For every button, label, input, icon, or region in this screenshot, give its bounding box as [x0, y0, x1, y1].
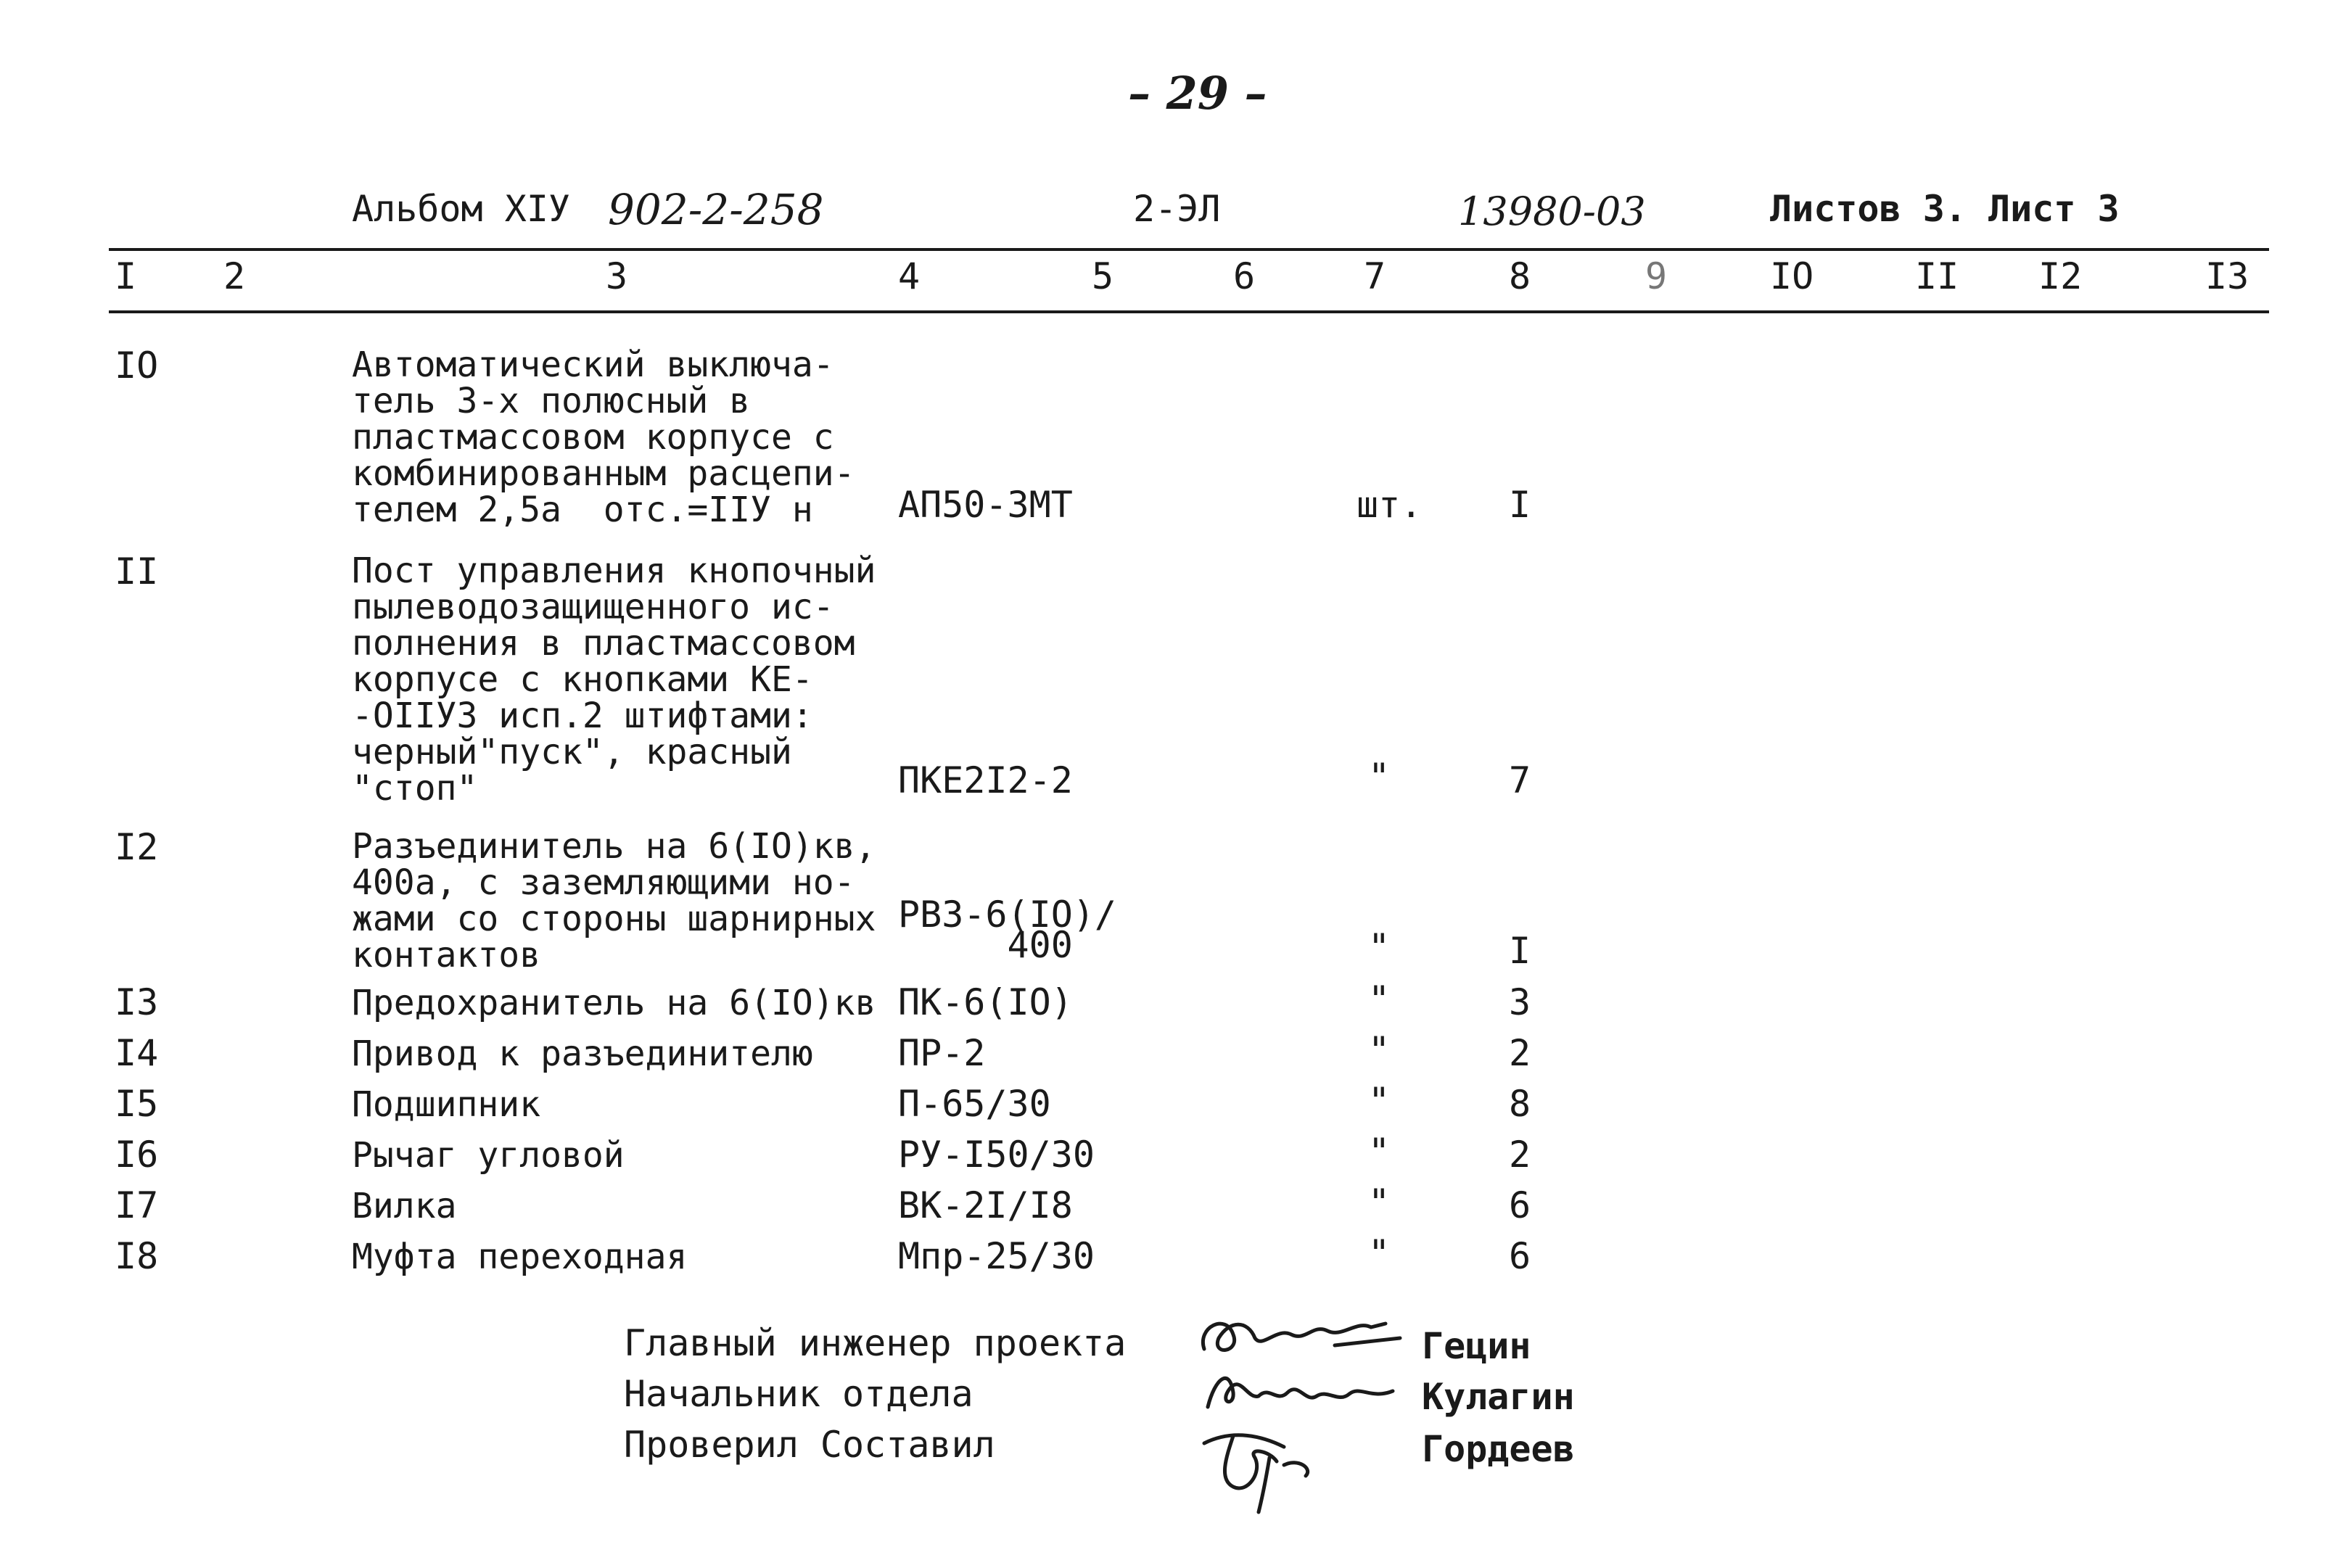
row-description: Автоматический выключа- тель 3-х полюсный в пластмассовом корпусе с комбинированным расцепи- телем 2,5а отс.=IIУ н — [352, 344, 855, 530]
row-number: I6 — [115, 1134, 159, 1176]
row-number: II — [115, 550, 159, 593]
signature-role: Главный инженер проекта — [624, 1322, 1127, 1364]
row-description: Рычаг угловой — [352, 1135, 625, 1176]
column-header: 9 — [1645, 255, 1668, 297]
signature-name: Гецин — [1422, 1325, 1531, 1367]
album-label: Альбом XIУ — [352, 188, 571, 230]
row-quantity: 8 — [1509, 1083, 1531, 1125]
row-type: РУ-I50/30 — [898, 1134, 1095, 1176]
handwritten-signature — [1190, 1305, 1407, 1371]
row-type: АП50-3МТ — [898, 484, 1073, 526]
column-header: I3 — [2205, 255, 2249, 297]
handwritten-signature — [1190, 1414, 1342, 1516]
row-description: Разъединитель на 6(IO)кв, 400а, с заземляющими но- жами со стороны шарнирных контактов — [352, 826, 876, 975]
column-header: 5 — [1092, 255, 1114, 297]
sheets-info: Листов 3. Лист 3 — [1770, 188, 2120, 230]
row-unit: шт. — [1357, 484, 1423, 526]
signature-role: Проверил Составил — [624, 1424, 995, 1466]
row-number: I4 — [115, 1032, 159, 1074]
row-type: РВЗ-6(IO)/ 400 — [898, 894, 1117, 966]
column-header: 7 — [1364, 255, 1386, 297]
row-number: I3 — [115, 981, 159, 1023]
column-header: 3 — [606, 255, 628, 297]
row-type: Мпр-25/30 — [898, 1235, 1095, 1277]
signature-role: Начальник отдела — [624, 1373, 973, 1415]
signature-name: Гордеев — [1422, 1428, 1575, 1470]
row-unit: " — [1368, 1080, 1391, 1122]
row-number: I5 — [115, 1083, 159, 1125]
row-unit: " — [1368, 1131, 1391, 1173]
row-quantity: I — [1509, 930, 1531, 972]
row-number: I2 — [115, 826, 159, 868]
row-unit: " — [1368, 756, 1391, 798]
column-header: I — [115, 255, 137, 297]
row-quantity: 6 — [1509, 1235, 1531, 1277]
column-header: II — [1915, 255, 1959, 297]
header-bottom-rule — [109, 310, 2269, 313]
row-quantity: 6 — [1509, 1184, 1531, 1226]
row-unit: " — [1368, 926, 1391, 968]
row-type: П-65/30 — [898, 1083, 1051, 1125]
row-number: IO — [115, 344, 159, 387]
column-header: 8 — [1509, 255, 1531, 297]
row-type: ПК-6(IO) — [898, 981, 1073, 1023]
document-number: 13980-03 — [1458, 189, 1646, 234]
row-unit: " — [1368, 978, 1391, 1020]
row-unit: " — [1368, 1029, 1391, 1071]
header-top-rule — [109, 248, 2269, 251]
row-type: ПКЕ2I2-2 — [898, 759, 1073, 801]
row-number: I8 — [115, 1235, 159, 1277]
row-unit: " — [1368, 1181, 1391, 1224]
row-description: Муфта переходная — [352, 1237, 688, 1277]
row-description: Привод к разъединителю — [352, 1033, 813, 1074]
row-quantity: 7 — [1509, 759, 1531, 801]
handwritten-signature — [1197, 1363, 1407, 1421]
row-quantity: 3 — [1509, 981, 1531, 1023]
page-number: – 29 – — [1128, 67, 1267, 120]
row-description: Подшипник — [352, 1084, 541, 1125]
column-header: IO — [1770, 255, 1814, 297]
row-quantity: 2 — [1509, 1032, 1531, 1074]
row-description: Пост управления кнопочный пылеводозащищенного ис- полнения в пластмассовом корпусе с кнопками КЕ- -OIIУ3 исп.2 штифтами: черный"пуск", красный "стоп" — [352, 550, 876, 809]
column-header: I2 — [2038, 255, 2083, 297]
album-code: 902-2-258 — [608, 185, 824, 234]
column-header: 2 — [223, 255, 246, 297]
signature-name: Кулагин — [1422, 1376, 1575, 1418]
row-quantity: I — [1509, 484, 1531, 526]
column-header: 6 — [1233, 255, 1256, 297]
column-header: 4 — [898, 255, 921, 297]
row-quantity: 2 — [1509, 1134, 1531, 1176]
row-description: Предохранитель на 6(IO)кв — [352, 983, 876, 1023]
row-unit: " — [1368, 1232, 1391, 1274]
section-code: 2-ЭЛ — [1133, 188, 1221, 230]
row-description: Вилка — [352, 1186, 457, 1226]
row-number: I7 — [115, 1184, 159, 1226]
row-type: ПР-2 — [898, 1032, 986, 1074]
row-type: ВК-2I/I8 — [898, 1184, 1073, 1226]
